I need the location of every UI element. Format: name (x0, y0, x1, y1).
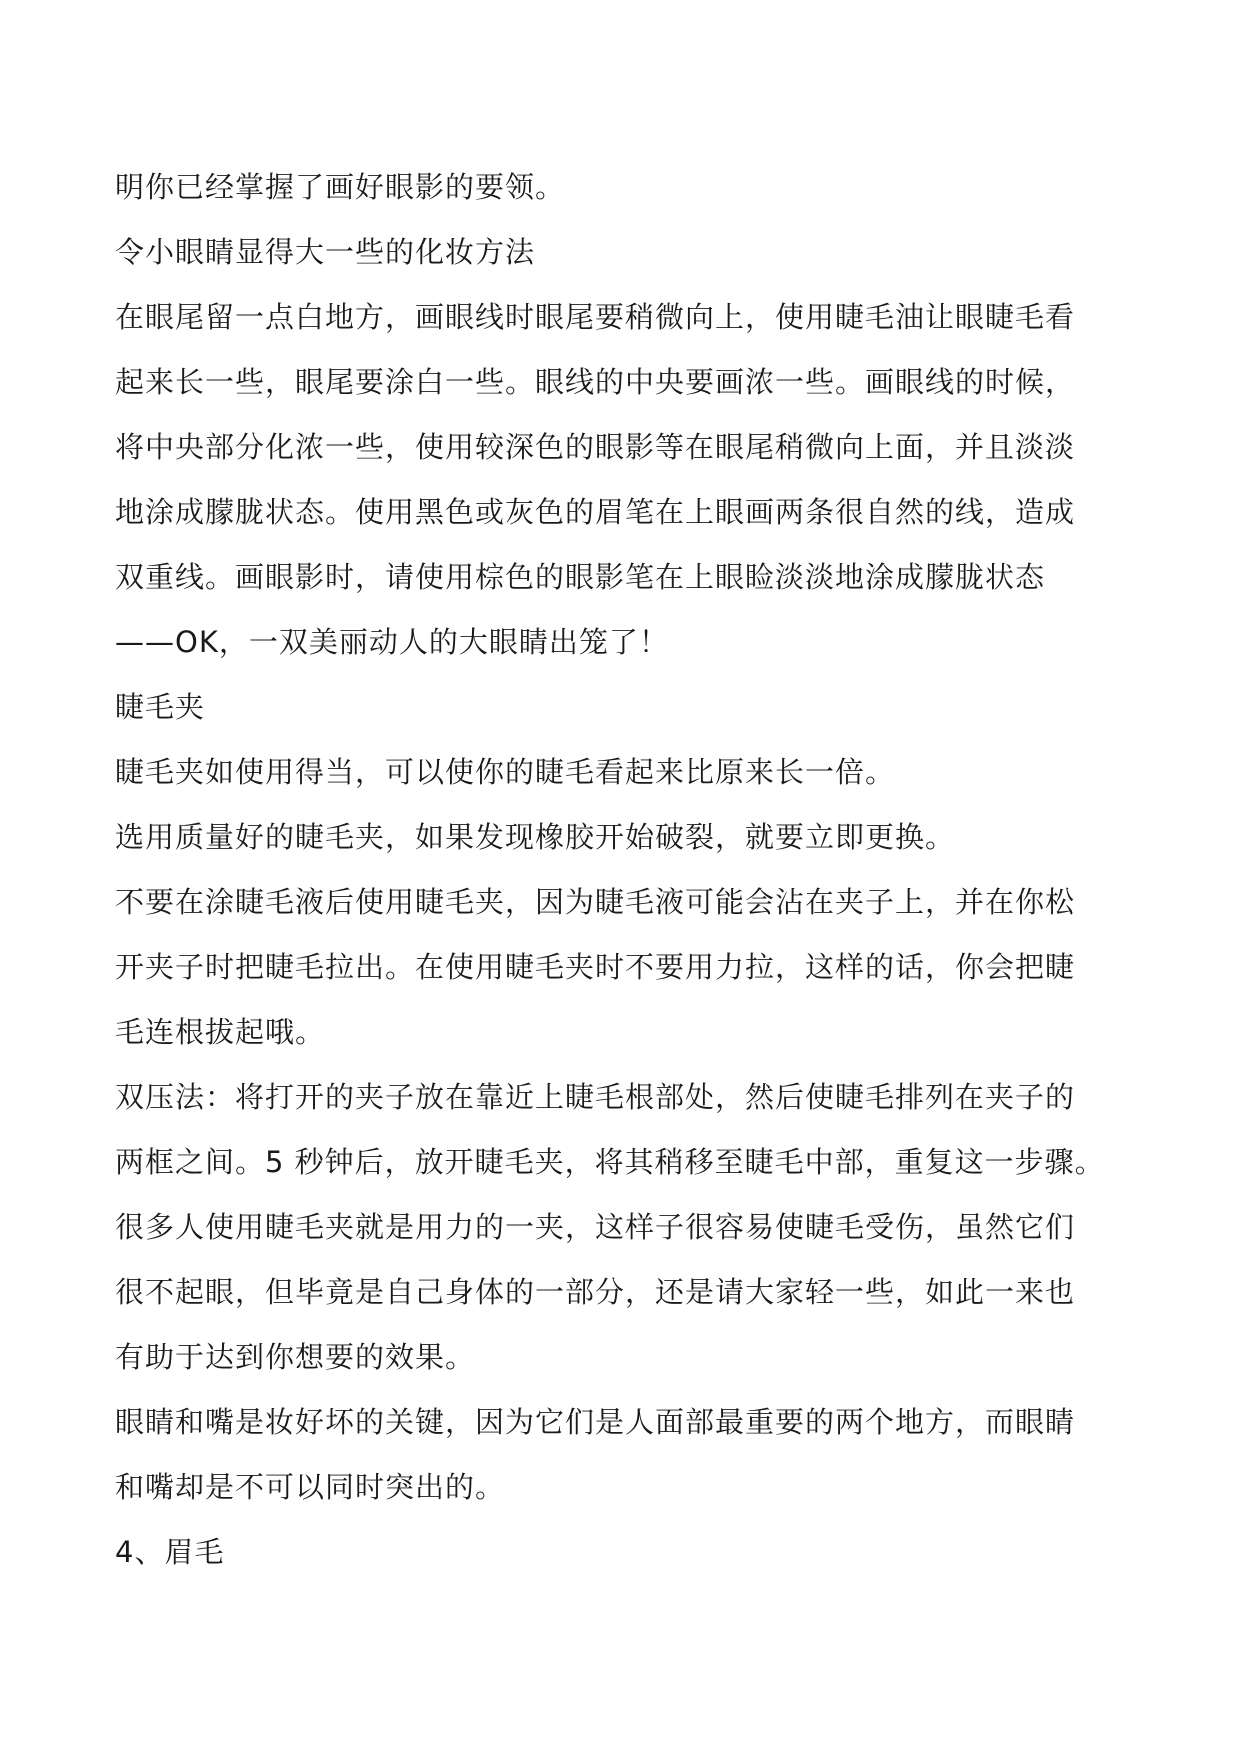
section-heading: 4、眉毛 (115, 1535, 225, 1569)
text-line: 地涂成朦胧状态。使用黑色或灰色的眉笔在上眼画两条很自然的线，造成 (115, 495, 1076, 529)
text-line: 双重线。画眼影时，请使用棕色的眼影笔在上眼睑淡淡地涂成朦胧状态 (115, 560, 1046, 594)
text-line: 毛连根拔起哦。 (115, 1015, 326, 1049)
text-line: 明你已经掌握了画好眼影的要领。 (115, 170, 566, 204)
text-line: 两框之间。5 秒钟后，放开睫毛夹，将其稍移至睫毛中部，重复这一步骤。 (115, 1145, 1105, 1179)
section-heading: 睫毛夹 (115, 690, 206, 724)
document-body (115, 155, 1165, 1585)
text-line: 和嘴却是不可以同时突出的。 (115, 1470, 506, 1504)
text-line: 睫毛夹如使用得当，可以使你的睫毛看起来比原来长一倍。 (115, 755, 896, 789)
text-line: 不要在涂睫毛液后使用睫毛夹，因为睫毛液可能会沾在夹子上，并在你松 (115, 885, 1076, 919)
text-line: ——OK，一双美丽动人的大眼睛出笼了！ (115, 625, 669, 659)
text-line: 在眼尾留一点白地方，画眼线时眼尾要稍微向上，使用睫毛油让眼睫毛看 (115, 300, 1076, 334)
text-line: 很不起眼，但毕竟是自己身体的一部分，还是请大家轻一些，如此一来也 (115, 1275, 1076, 1309)
text-line: 眼睛和嘴是妆好坏的关键，因为它们是人面部最重要的两个地方，而眼睛 (115, 1405, 1076, 1439)
text-line: 有助于达到你想要的效果。 (115, 1340, 476, 1374)
text-line: 起来长一些，眼尾要涂白一些。眼线的中央要画浓一些。画眼线的时候， (115, 365, 1076, 399)
text-line: 选用质量好的睫毛夹，如果发现橡胶开始破裂，就要立即更换。 (115, 820, 956, 854)
text-line: 双压法：将打开的夹子放在靠近上睫毛根部处，然后使睫毛排列在夹子的 (115, 1080, 1076, 1114)
text-line: 很多人使用睫毛夹就是用力的一夹，这样子很容易使睫毛受伤，虽然它们 (115, 1210, 1076, 1244)
section-heading: 令小眼睛显得大一些的化妆方法 (115, 235, 536, 269)
text-line: 开夹子时把睫毛拉出。在使用睫毛夹时不要用力拉，这样的话，你会把睫 (115, 950, 1076, 984)
text-line: 将中央部分化浓一些，使用较深色的眼影等在眼尾稍微向上面，并且淡淡 (115, 430, 1076, 464)
